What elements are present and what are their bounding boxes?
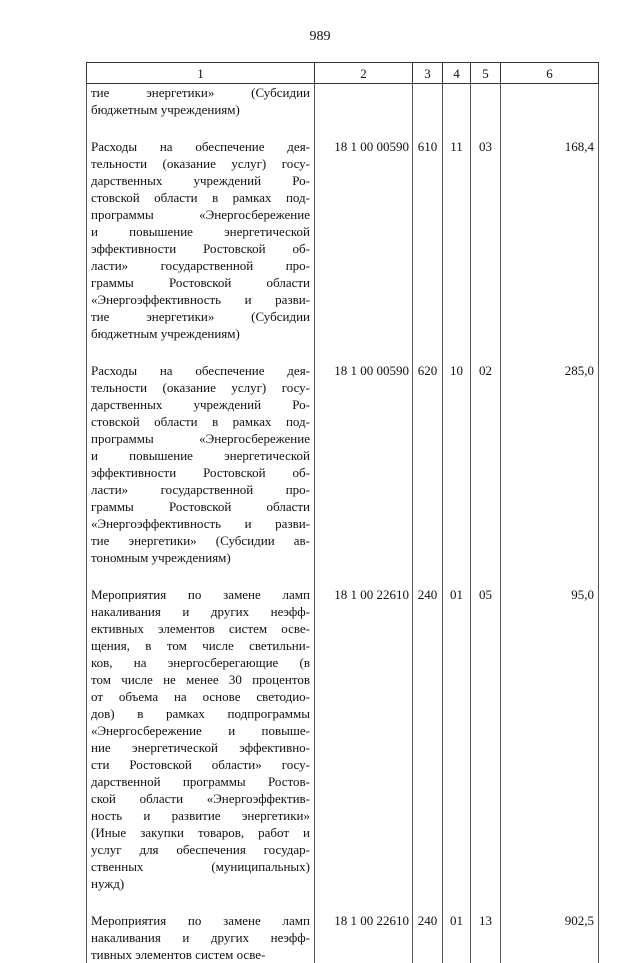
description-line: тивных элементов систем осве- bbox=[91, 946, 310, 963]
target-article-code bbox=[315, 84, 413, 119]
section-code: 01 bbox=[443, 912, 471, 963]
spacer-cell bbox=[87, 892, 315, 912]
spacer-cell bbox=[471, 118, 501, 138]
section-code: 01 bbox=[443, 586, 471, 892]
expense-type-code: 240 bbox=[413, 912, 443, 963]
description-line: тельности (оказание услуг) госу- bbox=[91, 379, 310, 396]
section-code: 11 bbox=[443, 138, 471, 342]
spacer-cell bbox=[315, 566, 413, 586]
spacer-cell bbox=[315, 342, 413, 362]
target-article-code: 18 1 00 22610 bbox=[315, 912, 413, 963]
amount-value: 95,0 bbox=[501, 586, 599, 892]
section-code bbox=[443, 84, 471, 119]
description-line: дов) в рамках подпрограммы bbox=[91, 705, 310, 722]
description-line: и повышение энергетической bbox=[91, 447, 310, 464]
spacer-cell bbox=[471, 566, 501, 586]
description-line: ственных (муниципальных) bbox=[91, 858, 310, 875]
expense-description bbox=[87, 912, 315, 963]
spacer-cell bbox=[413, 892, 443, 912]
target-article-code: 18 1 00 22610 bbox=[315, 586, 413, 892]
subsection-code: 02 bbox=[471, 362, 501, 566]
description-line: ской области «Энергоэффектив- bbox=[91, 790, 310, 807]
expense-description bbox=[87, 84, 315, 119]
expense-type-code: 620 bbox=[413, 362, 443, 566]
target-article-code: 18 1 00 00590 bbox=[315, 362, 413, 566]
expense-description bbox=[87, 586, 315, 892]
description-line: накаливания и других неэфф- bbox=[91, 929, 310, 946]
description-line: Расходы на обеспечение дея- bbox=[91, 138, 310, 155]
description-line: бюджетным учреждениям) bbox=[91, 325, 310, 342]
table-row bbox=[87, 912, 599, 963]
spacer-cell bbox=[443, 118, 471, 138]
description-line: граммы Ростовской области bbox=[91, 498, 310, 515]
description-line: программы «Энергосбережение bbox=[91, 430, 310, 447]
spacer-cell bbox=[443, 342, 471, 362]
section-code: 10 bbox=[443, 362, 471, 566]
table-row bbox=[87, 138, 599, 342]
description-line: тие энергетики» (Субсидии bbox=[91, 84, 310, 101]
spacer-cell bbox=[315, 118, 413, 138]
description-line: ние энергетической эффективно- bbox=[91, 739, 310, 756]
description-line: том числе не менее 30 процентов bbox=[91, 671, 310, 688]
row-spacer bbox=[87, 342, 599, 362]
row-spacer bbox=[87, 118, 599, 138]
subsection-code: 05 bbox=[471, 586, 501, 892]
expense-type-code: 240 bbox=[413, 586, 443, 892]
description-line: ность и развитие энергетики» bbox=[91, 807, 310, 824]
table-row bbox=[87, 586, 599, 892]
table-body bbox=[87, 84, 599, 963]
description-line: стовской области в рамках под- bbox=[91, 189, 310, 206]
column-header: 5 bbox=[471, 63, 501, 84]
description-line: Мероприятия по замене ламп bbox=[91, 586, 310, 603]
subsection-code: 03 bbox=[471, 138, 501, 342]
amount-value: 168,4 bbox=[501, 138, 599, 342]
description-line: дарственных учреждений Ро- bbox=[91, 396, 310, 413]
column-header: 3 bbox=[413, 63, 443, 84]
spacer-cell bbox=[87, 566, 315, 586]
description-line: от объема на основе светодио- bbox=[91, 688, 310, 705]
table-row bbox=[87, 362, 599, 566]
spacer-cell bbox=[501, 892, 599, 912]
spacer-cell bbox=[87, 342, 315, 362]
description-line: ласти» государственной про- bbox=[91, 481, 310, 498]
amount-value bbox=[501, 84, 599, 119]
description-line: граммы Ростовской области bbox=[91, 274, 310, 291]
description-line: «Энергосбережение и повыше- bbox=[91, 722, 310, 739]
spacer-cell bbox=[413, 566, 443, 586]
description-line: бюджетным учреждениям) bbox=[91, 101, 310, 118]
description-line: щения, в том числе светильни- bbox=[91, 637, 310, 654]
table-header-row bbox=[87, 63, 599, 84]
description-line: ков, на энергосберегающие (в bbox=[91, 654, 310, 671]
description-line: тие энергетики» (Субсидии bbox=[91, 308, 310, 325]
description-line: эффективности Ростовской об- bbox=[91, 240, 310, 257]
description-line: и повышение энергетической bbox=[91, 223, 310, 240]
description-line: дарственных учреждений Ро- bbox=[91, 172, 310, 189]
budget-table bbox=[86, 62, 599, 963]
spacer-cell bbox=[413, 342, 443, 362]
spacer-cell bbox=[315, 892, 413, 912]
spacer-cell bbox=[501, 342, 599, 362]
description-line: дарственной программы Ростов- bbox=[91, 773, 310, 790]
description-line: нужд) bbox=[91, 875, 310, 892]
expense-type-code bbox=[413, 84, 443, 119]
target-article-code: 18 1 00 00590 bbox=[315, 138, 413, 342]
subsection-code: 13 bbox=[471, 912, 501, 963]
expense-type-code: 610 bbox=[413, 138, 443, 342]
description-line: накаливания и других неэфф- bbox=[91, 603, 310, 620]
spacer-cell bbox=[501, 118, 599, 138]
description-line: тие энергетики» (Субсидии ав- bbox=[91, 532, 310, 549]
description-line: программы «Энергосбережение bbox=[91, 206, 310, 223]
column-header: 2 bbox=[315, 63, 413, 84]
spacer-cell bbox=[471, 892, 501, 912]
description-line: (Иные закупки товаров, работ и bbox=[91, 824, 310, 841]
column-header: 4 bbox=[443, 63, 471, 84]
description-line: тельности (оказание услуг) госу- bbox=[91, 155, 310, 172]
table-row bbox=[87, 84, 599, 119]
page-number: 989 bbox=[0, 29, 640, 45]
spacer-cell bbox=[471, 342, 501, 362]
amount-value: 285,0 bbox=[501, 362, 599, 566]
description-line: «Энергоэффективность и разви- bbox=[91, 291, 310, 308]
spacer-cell bbox=[443, 566, 471, 586]
subsection-code bbox=[471, 84, 501, 119]
description-line: сти Ростовской области» госу- bbox=[91, 756, 310, 773]
column-header: 6 bbox=[501, 63, 599, 84]
spacer-cell bbox=[413, 118, 443, 138]
description-line: тономным учреждениям) bbox=[91, 549, 310, 566]
description-line: Расходы на обеспечение дея- bbox=[91, 362, 310, 379]
description-line: услуг для обеспечения государ- bbox=[91, 841, 310, 858]
row-spacer bbox=[87, 892, 599, 912]
column-header: 1 bbox=[87, 63, 315, 84]
description-line: Мероприятия по замене ламп bbox=[91, 912, 310, 929]
amount-value: 902,5 bbox=[501, 912, 599, 963]
spacer-cell bbox=[501, 566, 599, 586]
description-line: «Энергоэффективность и разви- bbox=[91, 515, 310, 532]
spacer-cell bbox=[87, 118, 315, 138]
expense-description bbox=[87, 138, 315, 342]
description-line: ласти» государственной про- bbox=[91, 257, 310, 274]
row-spacer bbox=[87, 566, 599, 586]
description-line: ективных элементов систем осве- bbox=[91, 620, 310, 637]
description-line: стовской области в рамках под- bbox=[91, 413, 310, 430]
spacer-cell bbox=[443, 892, 471, 912]
description-line: эффективности Ростовской об- bbox=[91, 464, 310, 481]
expense-description bbox=[87, 362, 315, 566]
